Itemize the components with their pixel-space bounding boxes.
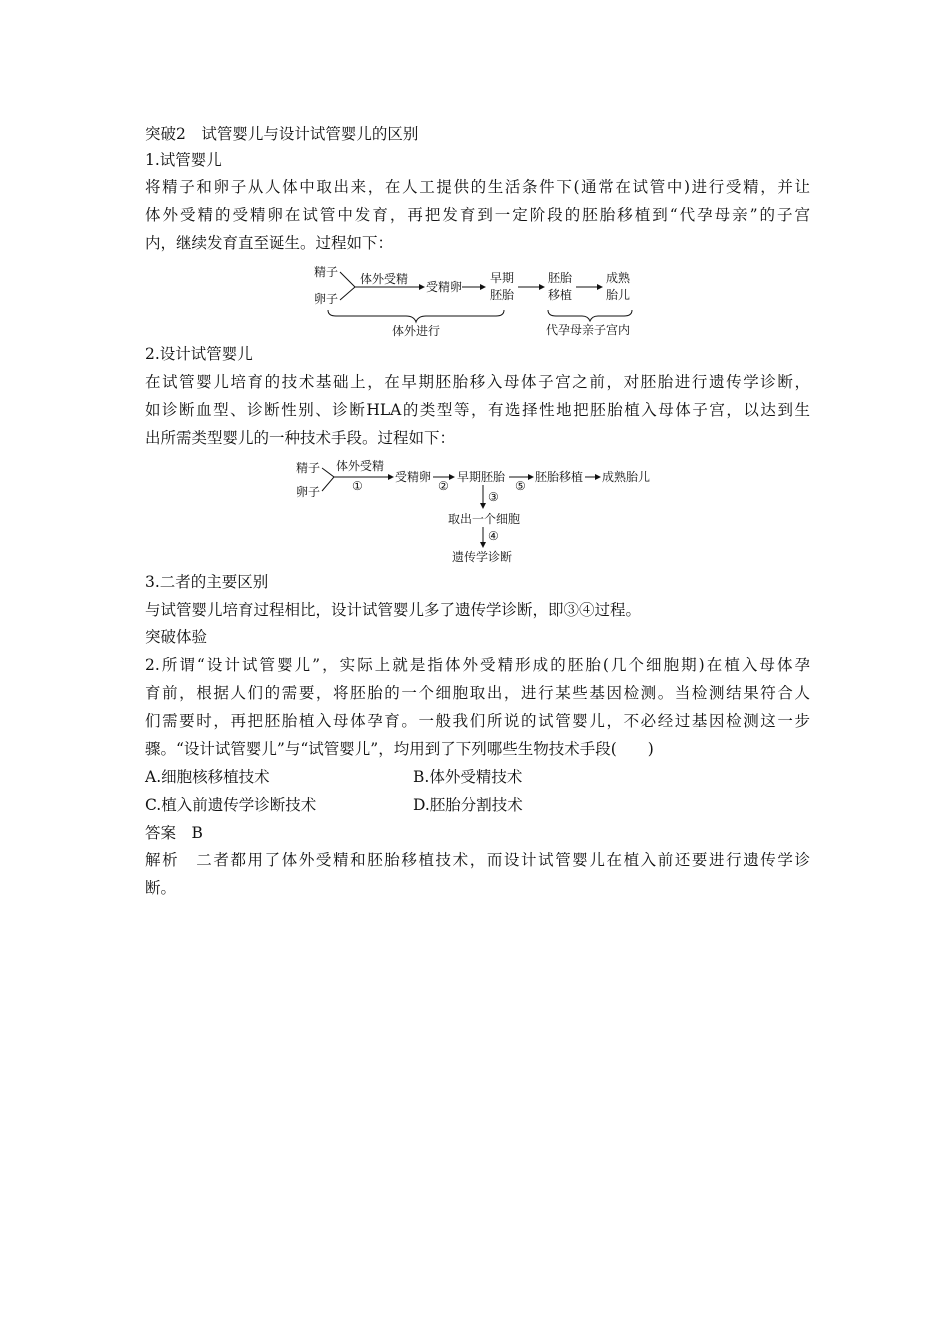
part2-line-3: 出所需类型婴儿的一种技术手段。过程如下：	[145, 429, 456, 447]
question-line-1: 2.所谓“设计试管婴儿”，实际上就是指体外受精形成的胚胎(几个细胞期)在植入母体孕	[145, 656, 810, 674]
ivf-process-diagram	[300, 258, 660, 340]
part1-line-1: 将精子和卵子从人体中取出来，在人工提供的生活条件下(通常在试管中)进行受精，并让	[145, 178, 810, 196]
d2-step-2: ②	[438, 479, 449, 493]
d2-step-5: ⑤	[515, 479, 526, 493]
d2-step-1: ①	[352, 479, 363, 493]
d1-transfer-2: 移植	[548, 288, 573, 302]
d1-sperm: 精子	[314, 265, 339, 279]
part1-line-2: 体外受精的受精卵在试管中发育，再把发育到一定阶段的胚胎移植到“代孕母亲”的子宫	[145, 206, 810, 224]
practice-title: 突破体验	[145, 628, 208, 646]
d2-step-3: ③	[488, 490, 499, 504]
d1-early-1: 早期	[490, 271, 515, 285]
question-line-3: 们需要时，再把胚胎植入母体孕育。一般我们所说的试管婴儿，不必经过基因检测这一步	[145, 712, 810, 730]
option-c: C.植入前遗传学诊断技术	[145, 796, 317, 814]
designer-baby-process-diagram	[290, 455, 670, 567]
option-d: D.胚胎分割技术	[413, 796, 523, 814]
part3-text: 与试管婴儿培育过程相比，设计试管婴儿多了遗传学诊断，即③④过程。	[145, 601, 642, 619]
part2-line-2: 如诊断血型、诊断性别、诊断HLA的类型等，有选择性地把胚胎植入母体子宫，以达到生	[145, 401, 810, 419]
d2-take-cell: 取出一个细胞	[448, 512, 521, 526]
d1-in-vitro: 体外进行	[392, 324, 441, 338]
d1-brace-in-vitro	[328, 310, 504, 322]
d2-step-4: ④	[488, 529, 499, 543]
d2-sperm: 精子	[296, 461, 321, 475]
d1-merge-lines	[340, 272, 355, 300]
d2-merge-lines	[322, 468, 334, 491]
d2-ivf-label: 体外受精	[336, 459, 385, 473]
question-line-4: 骤。“设计试管婴儿”与“试管婴儿”，均用到了下列哪些生物技术手段( )	[145, 740, 654, 758]
d1-ivf-label: 体外受精	[360, 272, 409, 286]
part2-line-1: 在试管婴儿培育的技术基础上，在早期胚胎移入母体子宫之前，对胚胎进行遗传学诊断，	[145, 373, 810, 391]
d1-mature-1: 成熟	[606, 271, 631, 285]
d2-mature: 成熟胎儿	[602, 470, 651, 484]
part3-heading: 3.二者的主要区别	[145, 573, 269, 591]
part1-line-3: 内，继续发育直至诞生。过程如下：	[145, 234, 394, 252]
d1-in-uterus: 代孕母亲子宫内	[546, 323, 631, 337]
d1-egg: 卵子	[314, 292, 339, 306]
option-a: A.细胞核移植技术	[145, 768, 270, 786]
d2-transfer: 胚胎移植	[535, 470, 584, 484]
question-line-2: 育前，根据人们的需要，将胚胎的一个细胞取出，进行某些基因检测。当检测结果符合人	[145, 684, 810, 702]
section-title: 突破2 试管婴儿与设计试管婴儿的区别	[145, 125, 419, 143]
d2-early: 早期胚胎	[457, 470, 506, 484]
d1-early-2: 胚胎	[490, 288, 515, 302]
d2-egg: 卵子	[296, 485, 321, 499]
part2-heading: 2.设计试管婴儿	[145, 345, 253, 363]
part1-heading: 1.试管婴儿	[145, 151, 222, 169]
d2-diagnosis: 遗传学诊断	[452, 550, 513, 564]
d1-zygote: 受精卵	[426, 280, 463, 294]
analysis-line-1: 解析 二者都用了体外受精和胚胎移植技术，而设计试管婴儿在植入前还要进行遗传学诊	[145, 851, 810, 869]
d2-zygote: 受精卵	[395, 470, 432, 484]
d1-mature-2: 胎儿	[606, 288, 631, 302]
analysis-line-2: 断。	[145, 879, 177, 897]
option-b: B.体外受精技术	[413, 768, 523, 786]
d1-transfer-1: 胚胎	[548, 271, 573, 285]
d1-brace-in-uterus	[548, 310, 632, 321]
answer: 答案 B	[145, 824, 203, 842]
